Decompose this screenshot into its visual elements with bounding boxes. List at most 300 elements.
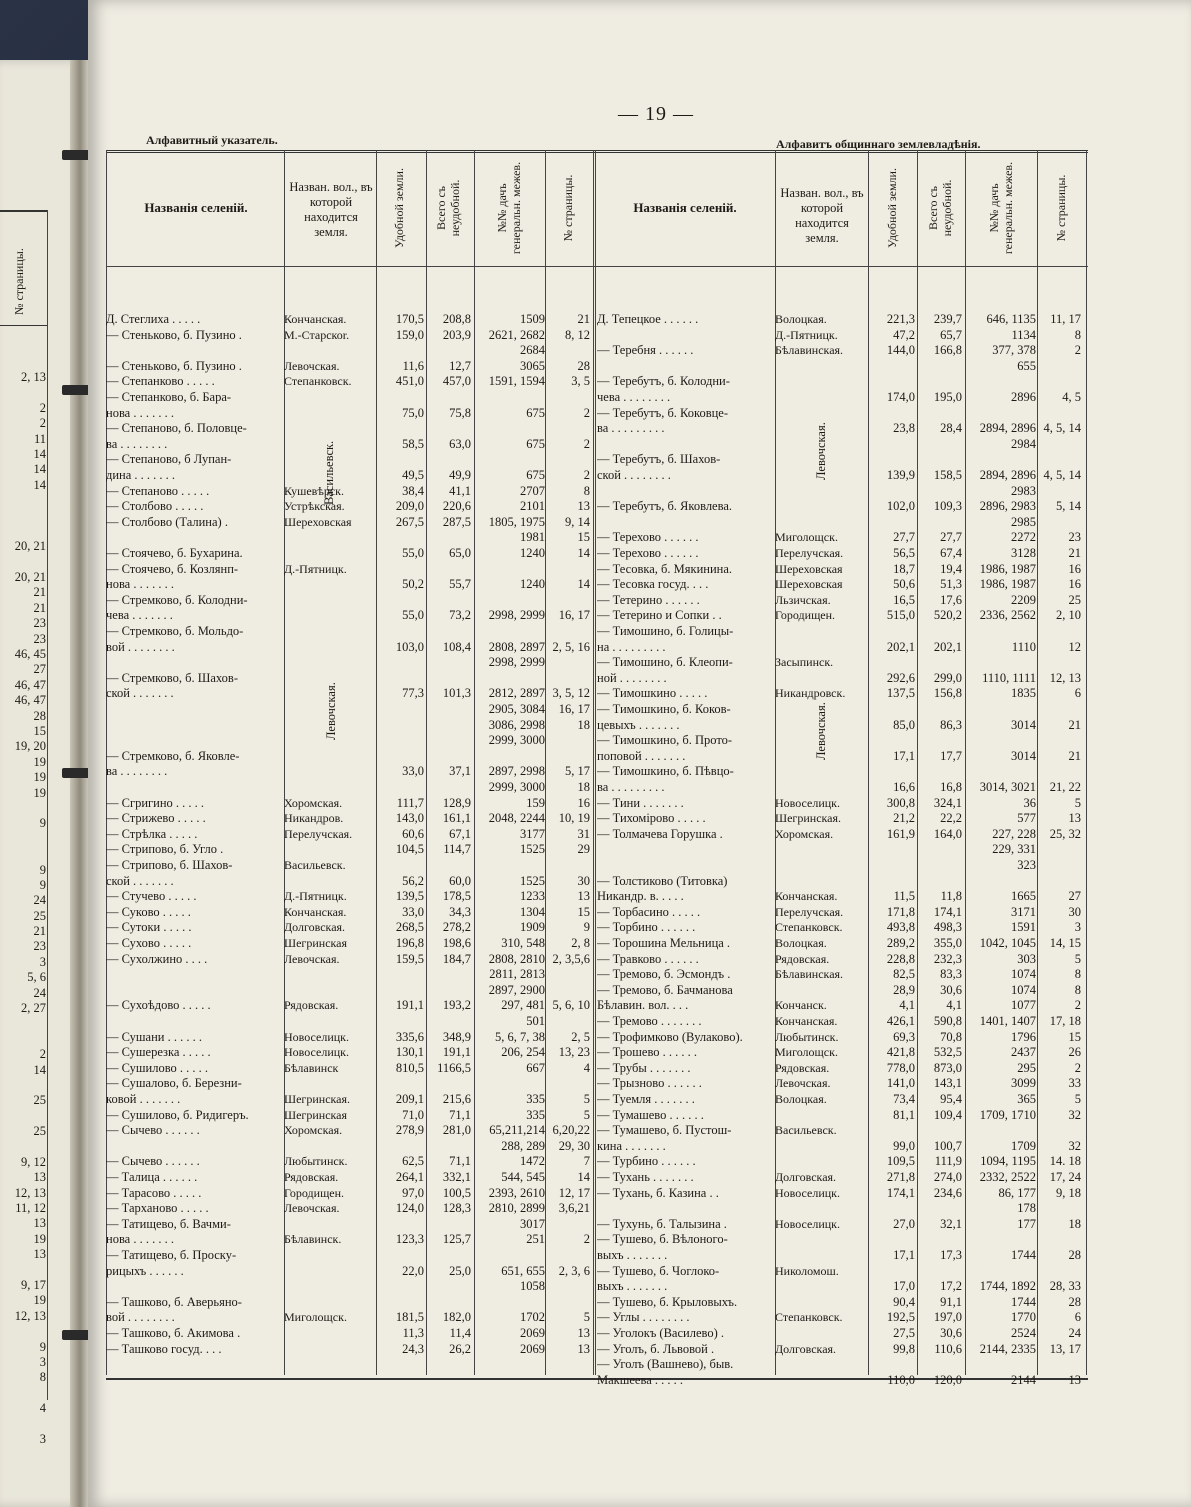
table-cell-name: — Сушилово, б. Ридигеръ. [106, 1108, 249, 1122]
table-cell-useful: 292,6 [886, 671, 915, 685]
table-cell-name: — Уголъ, б. Львовой . [597, 1342, 715, 1356]
table-cell-page: 10, 19 [558, 812, 590, 826]
left-page-number: 11, 12 [15, 1201, 46, 1216]
table-cell-total: 873,0 [933, 1061, 962, 1075]
table-cell-surveys: 2983 [1011, 484, 1036, 498]
table-cell-surveys: 2999, 3000 [488, 734, 545, 748]
table-cell-name: — Тухань . . . . . . . [597, 1171, 694, 1184]
table-cell-useful: 82,5 [893, 968, 915, 982]
table-cell-page: 4, 5 [1062, 391, 1081, 404]
table-cell-total: 114,7 [443, 843, 471, 857]
table-cell-volost: Левочская. [284, 952, 340, 966]
table-cell-name: — Ташково, б. Акимова . [106, 1327, 241, 1340]
table-cell-name: — Трызново . . . . . . [597, 1077, 702, 1091]
table-cell-name: — Торбасино . . . . . [597, 905, 701, 919]
table-cell-name: кина . . . . . . . [597, 1139, 666, 1153]
table-cell-page: 5, 6, 10 [552, 999, 590, 1013]
table-cell-useful: 81,1 [893, 1108, 915, 1122]
table-cell-page: 5 [583, 1108, 590, 1122]
table-cell-surveys: 177 [1017, 1217, 1036, 1231]
left-page-number [0, 555, 46, 570]
table-cell-name: — Столбово . . . . . [106, 500, 204, 514]
table-cell-volost: Новоселицк. [775, 796, 841, 810]
table-cell-volost: Новоселицк. [284, 1046, 350, 1060]
table-cell-surveys: 2894, 2896 [979, 422, 1036, 436]
table-cell-name: — Торошина Мельница . [597, 937, 731, 950]
table-cell-surveys: 3014, 3021 [979, 781, 1036, 794]
table-cell-volost: Бѣлавинск. [284, 1233, 342, 1247]
table-cell-name: нова . . . . . . . [106, 578, 174, 592]
table-cell-name: — Тушево, б. Вѣлоного- [597, 1233, 728, 1247]
table-cell-page: 29, 30 [558, 1139, 590, 1153]
table-cell-useful: 27,5 [893, 1327, 915, 1340]
table-cell-name: — Сутоки . . . . . [106, 921, 192, 935]
table-cell-useful: 33,0 [402, 905, 424, 919]
table-cell-useful: 196,8 [395, 937, 424, 950]
left-page-number: 21 [33, 585, 46, 600]
left-page-number [0, 1386, 46, 1401]
table-cell-total: 16,8 [940, 781, 962, 794]
table-cell-volost: Любытинск. [284, 1155, 348, 1169]
table-cell-page: 18 [1068, 1217, 1081, 1231]
table-cell-name: ской . . . . . . . . [597, 469, 671, 482]
table-cell-surveys: 1094, 1195 [980, 1155, 1036, 1169]
table-cell-name: — Тухунь, б. Талызина . [597, 1217, 727, 1231]
table-cell-total: 32,1 [940, 1217, 962, 1231]
table-cell-volost: Степанковск. [284, 375, 352, 389]
table-cell-page: 8, 12 [565, 328, 590, 342]
table-cell-name: — Тесовка госуд. . . . [597, 578, 709, 592]
table-cell-page: 12, 17 [558, 1186, 590, 1200]
table-cell-total: 71,1 [449, 1108, 471, 1122]
table-cell-volost: Степанковск. [775, 1311, 843, 1325]
table-cell-name: — Ташково госуд. . . . [106, 1342, 222, 1356]
table-cell-name: — Трошево . . . . . . [597, 1046, 698, 1060]
table-cell-name: цевыхъ . . . . . . . [597, 718, 680, 732]
table-cell-page: 28 [1068, 1249, 1081, 1262]
table-cell-volost: Д.-Пятницк. [284, 562, 347, 576]
left-page-number: 5, 6 [27, 970, 46, 985]
table-cell-total: 26,2 [449, 1342, 471, 1356]
left-page-number: 20, 21 [14, 539, 46, 554]
table-cell-page: 16 [577, 796, 590, 810]
table-cell-surveys: 2998, 2999 [488, 656, 545, 670]
table-cell-page: 5 [1074, 952, 1081, 966]
table-cell-name: — Стремково, б. Шахов- [106, 671, 238, 685]
table-cell-name: ва . . . . . . . . [106, 437, 168, 451]
table-cell-useful: 28,9 [893, 983, 915, 997]
table-cell-total: 182,0 [442, 1311, 471, 1325]
table-cell-useful: 810,5 [395, 1061, 424, 1075]
table-cell-surveys: 1744, 1892 [979, 1280, 1036, 1294]
left-page-number [0, 524, 46, 539]
table-cell-volost: Д.-Пятницк. [284, 890, 347, 904]
table-cell-name: чева . . . . . . . . [597, 391, 671, 404]
table-cell-useful: 174,1 [886, 1186, 915, 1200]
table-cell-total: 120,0 [933, 1373, 962, 1387]
table-cell-volost: Левочская. [284, 1202, 340, 1216]
table-cell-total: 215,6 [442, 1093, 471, 1106]
table-cell-volost: Никандровск. [775, 687, 846, 701]
table-cell-surveys: 365 [1017, 1093, 1036, 1106]
table-cell-surveys: 1702 [520, 1311, 545, 1325]
table-cell-page: 8 [1074, 983, 1081, 997]
left-page-number: 13 [33, 1170, 46, 1185]
table-cell-surveys: 2905, 3084 [488, 703, 545, 716]
table-cell-useful: 49,5 [402, 469, 424, 482]
group-label-volost: Левочская. [324, 682, 338, 740]
left-page-number-column [0, 370, 46, 1447]
table-cell-useful: 289,2 [886, 937, 915, 950]
table-cell-name: Д. Тепецкое . . . . . . [597, 313, 699, 326]
table-cell-surveys: 1835 [1011, 687, 1036, 701]
table-cell-page: 5 [583, 1311, 590, 1325]
table-cell-total: 198,6 [442, 937, 471, 950]
table-cell-total: 83,3 [940, 968, 962, 982]
table-cell-surveys: 675 [526, 437, 545, 451]
table-cell-useful: 23,8 [893, 422, 915, 436]
table-cell-volost: Льзичская. [775, 593, 831, 607]
table-cell-name: — Тимошкино, б. Коков- [597, 703, 731, 716]
table-cell-useful: 202,1 [886, 640, 915, 654]
table-cell-name: — Татищево, б. Проску- [106, 1249, 237, 1262]
table-cell-name: ва . . . . . . . . . [597, 781, 665, 794]
table-cell-volost: Хоромская. [775, 827, 834, 841]
table-cell-surveys: 2524 [1011, 1327, 1036, 1340]
table-cell-name: — Степанково . . . . . [106, 375, 215, 389]
table-cell-name: — Стеньково, б. Пузино . [106, 359, 242, 373]
table-cell-name: — Тимошино, б. Клеопи- [597, 656, 733, 670]
table-cell-surveys: 1591, 1594 [488, 375, 545, 389]
table-cell-total: 27,7 [940, 531, 962, 545]
table-cell-name: — Тимошкино, б. Пѣвцо- [597, 765, 734, 779]
table-cell-page: 2 [1074, 344, 1081, 358]
left-page-number: 2, 27 [21, 1001, 46, 1016]
table-cell-useful: 421,8 [886, 1046, 915, 1060]
table-cell-total: 274,0 [933, 1171, 962, 1184]
table-cell-total: 70,8 [940, 1030, 962, 1044]
left-page-number: 19 [33, 1231, 46, 1246]
table-cell-useful: 17,0 [893, 1280, 915, 1294]
table-cell-page: 29 [577, 843, 590, 857]
table-cell-useful: 17,1 [893, 1249, 915, 1262]
table-cell-page: 8 [1074, 328, 1081, 342]
table-cell-surveys: 1805, 1975 [488, 515, 545, 529]
table-cell-useful: 69,3 [893, 1030, 915, 1044]
table-cell-total: 95,4 [940, 1093, 962, 1106]
table-cell-surveys: 36 [1023, 796, 1036, 810]
table-cell-surveys: 2984 [1011, 437, 1036, 451]
column-header-surveys: №№ дачъ генеральн. межев. [987, 161, 1015, 255]
table-cell-useful: 47,2 [893, 328, 915, 342]
table-cell-page: 15 [577, 531, 590, 545]
table-cell-useful: 110,0 [887, 1373, 915, 1387]
table-cell-page: 4, 5, 14 [1043, 469, 1081, 482]
table-cell-surveys: 2684 [520, 344, 545, 358]
table-cell-name: — Степаново, б Лупан- [106, 453, 232, 467]
table-cell-volost: Шереховская [775, 562, 843, 576]
table-cell-page: 14. 18 [1049, 1155, 1081, 1169]
left-page-number [0, 1016, 46, 1031]
table-cell-volost: Городищен. [284, 1186, 345, 1200]
left-page-number: 13 [33, 1216, 46, 1231]
table-cell-volost: Кончанская. [284, 313, 347, 326]
table-cell-name: — Тини . . . . . . . [597, 796, 684, 810]
left-page-number: 2 [39, 416, 46, 431]
table-cell-useful: 159,0 [395, 328, 424, 342]
table-cell-surveys: 229, 331 [992, 843, 1036, 857]
column-header-useful: Удобной земли. [885, 168, 899, 248]
table-cell-surveys: 3086, 2998 [488, 718, 545, 732]
table-cell-surveys: 1401, 1407 [979, 1015, 1036, 1028]
left-page-number: 13 [33, 1247, 46, 1262]
table-cell-surveys: 1525 [520, 843, 545, 857]
table-cell-volost: Миголощск. [775, 1046, 838, 1060]
table-cell-page: 31 [577, 827, 590, 841]
table-cell-total: 30,6 [940, 1327, 962, 1340]
table-cell-volost: Миголощск. [284, 1311, 347, 1325]
table-cell-surveys: 1110 [1011, 640, 1036, 654]
table-cell-surveys: 310, 548 [501, 937, 545, 950]
group-label-volost: Васильевск. [322, 440, 336, 505]
left-page-number: 2, 13 [21, 370, 46, 384]
table-header-rule [106, 266, 1088, 267]
table-cell-total: 100,7 [933, 1139, 962, 1153]
table-cell-surveys: 577 [1017, 812, 1036, 826]
table-cell-page: 3,6,21 [558, 1202, 590, 1216]
page-number: — 19 — [618, 103, 694, 125]
table-cell-surveys: 2144 [1011, 1373, 1036, 1387]
table-cell-surveys: 1058 [520, 1280, 545, 1294]
column-header-page: № страницы. [561, 174, 575, 242]
table-cell-page: 15 [1068, 1030, 1081, 1044]
table-cell-page: 8 [583, 484, 590, 498]
table-cell-name: — Толмачева Горушка . [597, 827, 723, 841]
table-cell-page: 17, 18 [1049, 1015, 1081, 1028]
table-cell-total: 111,9 [934, 1155, 962, 1169]
table-cell-surveys: 335 [526, 1093, 545, 1106]
table-cell-page: 14 [577, 1171, 590, 1184]
table-cell-page: 2 [583, 406, 590, 420]
table-cell-useful: 181,5 [395, 1311, 424, 1325]
table-cell-useful: 22,0 [402, 1264, 424, 1278]
table-cell-surveys: 2812, 2897 [488, 687, 545, 701]
table-cell-useful: 77,3 [402, 687, 424, 701]
table-cell-volost: Степанковск. [775, 921, 843, 935]
table-cell-useful: 109,5 [886, 1155, 915, 1169]
table-cell-surveys: 2272 [1011, 531, 1036, 545]
left-page-number: 23 [33, 631, 46, 646]
table-cell-page: 3, 5, 12 [552, 687, 590, 701]
table-cell-total: 51,3 [940, 578, 962, 592]
column-header-surveys: №№ дачъ генеральн. межев. [495, 161, 523, 255]
table-cell-surveys: 2808, 2810 [488, 952, 545, 966]
table-cell-total: 143,1 [933, 1077, 962, 1091]
table-cell-name: поповой . . . . . . . [597, 749, 686, 763]
table-cell-total: 128,9 [442, 796, 471, 810]
left-page-number: 19 [33, 785, 46, 800]
table-cell-name: — Травково . . . . . . [597, 952, 699, 966]
table-cell-page: 26 [1068, 1046, 1081, 1060]
table-cell-name: — Ташково, б. Аверьяно- [106, 1295, 242, 1309]
table-cell-surveys: 3065 [520, 359, 545, 373]
table-cell-surveys: 2144, 2335 [979, 1342, 1036, 1356]
table-rule [1086, 150, 1087, 1375]
left-page-number: 25 [33, 1093, 46, 1108]
table-cell-name: — Сычево . . . . . . [106, 1124, 200, 1138]
table-cell-total: 101,3 [442, 687, 471, 701]
left-page-number: 12, 13 [14, 1185, 46, 1200]
table-cell-page: 21, 22 [1049, 781, 1081, 794]
left-page-number: 25 [33, 908, 46, 923]
table-cell-useful: 55,0 [402, 547, 424, 560]
table-cell-total: 4,1 [946, 999, 962, 1013]
table-cell-name: — Тумашево . . . . . . [597, 1108, 704, 1122]
table-cell-useful: 159,5 [395, 952, 424, 966]
table-cell-total: 195,0 [933, 391, 962, 404]
table-cell-name: ской . . . . . . . [106, 874, 174, 888]
table-cell-useful: 493,8 [886, 921, 915, 935]
table-cell-volost: Левочская. [775, 1077, 831, 1091]
table-cell-total: 220,6 [442, 500, 471, 514]
table-cell-useful: 11,5 [893, 890, 915, 904]
table-cell-page: 13, 23 [558, 1046, 590, 1060]
table-cell-total: 202,1 [933, 640, 962, 654]
table-cell-page: 18 [577, 781, 590, 794]
table-cell-total: 67,4 [940, 547, 962, 560]
left-page-number: 19 [33, 1293, 46, 1308]
table-cell-surveys: 2101 [520, 500, 545, 514]
left-page-number [0, 385, 46, 400]
table-cell-surveys: 2209 [1011, 593, 1036, 607]
table-cell-surveys: 1796 [1011, 1030, 1036, 1044]
table-cell-surveys: 3014 [1011, 749, 1036, 763]
table-cell-total: 281,0 [442, 1124, 471, 1138]
table-cell-volost: Кончанская. [284, 905, 347, 919]
table-cell-total: 17,6 [940, 593, 962, 607]
table-cell-name: Никандр. в. . . . . [597, 890, 684, 904]
table-cell-volost: Никандров. [284, 812, 344, 826]
column-header-total: Всего съ неудобной. [434, 179, 462, 237]
table-cell-total: 109,4 [933, 1108, 962, 1122]
table-cell-page: 13 [577, 890, 590, 904]
table-cell-total: 125,7 [442, 1233, 471, 1247]
left-page-number: 24 [33, 893, 46, 908]
table-cell-name: — Стучево . . . . . [106, 890, 197, 904]
column-header-name: Названія селеній. [144, 200, 248, 215]
table-cell-surveys: 2808, 2897 [488, 640, 545, 654]
table-cell-name: — Трофимково (Вулаково). [597, 1030, 743, 1044]
table-cell-total: 109,3 [933, 500, 962, 514]
table-cell-useful: 778,0 [886, 1061, 915, 1075]
table-cell-surveys: 2894, 2896 [979, 469, 1036, 482]
table-cell-useful: 103,0 [395, 640, 424, 654]
table-cell-page: 16, 17 [558, 609, 590, 623]
table-cell-volost: Любытинск. [775, 1030, 839, 1044]
table-cell-useful: 139,5 [395, 890, 424, 904]
table-cell-name: дина . . . . . . . [106, 469, 176, 482]
left-page-number: 21 [33, 600, 46, 615]
table-cell-page: 23 [1068, 531, 1081, 545]
table-cell-name: — Тремово, б. Эсмондъ . [597, 968, 731, 982]
table-cell-total: 498,3 [933, 921, 962, 935]
table-cell-total: 158,5 [933, 469, 962, 482]
table-cell-page: 5 [1074, 1093, 1081, 1106]
table-cell-page: 16, 17 [558, 703, 590, 716]
table-cell-page: 32 [1068, 1139, 1081, 1153]
table-cell-page: 2 [1074, 1061, 1081, 1075]
table-cell-useful: 99,0 [893, 1139, 915, 1153]
table-cell-total: 278,2 [442, 921, 471, 935]
table-cell-surveys: 1709 [1011, 1139, 1036, 1153]
left-page-number: 20, 21 [14, 570, 46, 585]
table-cell-surveys: 501 [526, 1015, 545, 1028]
table-cell-surveys: 2069 [520, 1342, 545, 1356]
table-cell-surveys: 667 [526, 1061, 545, 1075]
table-cell-name: — Тетерино и Сопки . . [597, 609, 722, 623]
table-cell-volost: Волоцкая. [775, 313, 827, 326]
table-cell-total: 178,5 [442, 890, 471, 904]
table-cell-useful: 111,7 [396, 796, 424, 810]
table-cell-surveys: 655 [1017, 359, 1036, 373]
table-cell-useful: 143,0 [395, 812, 424, 826]
table-cell-useful: 268,5 [395, 921, 424, 935]
table-cell-page: 28, 33 [1049, 1280, 1081, 1294]
table-cell-surveys: 1077 [1011, 999, 1036, 1013]
table-cell-page: 5, 17 [565, 765, 590, 779]
table-cell-useful: 55,0 [402, 609, 424, 623]
table-cell-name: — Углы . . . . . . . . [597, 1311, 690, 1325]
table-cell-total: 34,3 [449, 905, 471, 919]
table-cell-surveys: 1744 [1011, 1249, 1036, 1262]
table-cell-useful: 144,0 [886, 344, 915, 358]
left-table-head-rule [0, 325, 48, 326]
left-page-number: 14 [33, 1062, 46, 1077]
table-cell-surveys: 3017 [520, 1217, 545, 1231]
table-cell-name: — Стремково, б. Колодни- [106, 593, 248, 607]
table-cell-volost: Долговская. [284, 921, 346, 935]
table-cell-useful: 18,7 [893, 562, 915, 576]
table-cell-volost: Кончанская. [775, 890, 838, 904]
table-cell-total: 37,1 [449, 765, 471, 779]
table-cell-volost: Городищен. [775, 609, 836, 623]
table-cell-surveys: 1909 [520, 921, 545, 935]
table-cell-volost: Волоцкая. [775, 937, 827, 950]
table-cell-surveys: 295 [1017, 1061, 1036, 1075]
table-cell-surveys: 251 [526, 1233, 545, 1247]
table-cell-page: 13 [577, 1342, 590, 1356]
table-cell-useful: 21,2 [893, 812, 915, 826]
table-cell-page: 30 [577, 874, 590, 888]
table-cell-name: — Степаново . . . . . [106, 484, 210, 498]
table-cell-useful: 209,0 [395, 500, 424, 514]
table-cell-surveys: 3128 [1011, 547, 1036, 560]
table-cell-useful: 27,7 [893, 531, 915, 545]
table-cell-surveys: 2707 [520, 484, 545, 498]
table-cell-volost: Рядовская. [284, 1171, 339, 1184]
table-cell-useful: 58,5 [402, 437, 424, 451]
table-cell-name: чева . . . . . . . [106, 609, 173, 623]
table-cell-name: выхъ . . . . . . . [597, 1249, 668, 1262]
table-cell-surveys: 2048, 2244 [488, 812, 545, 826]
table-cell-total: 166,8 [933, 344, 962, 358]
table-cell-surveys: 2393, 2610 [488, 1186, 545, 1200]
table-cell-surveys: 2621, 2682 [488, 328, 545, 342]
table-cell-surveys: 297, 481 [501, 999, 545, 1013]
left-page-number: 2 [39, 400, 46, 415]
table-cell-page: 5 [1074, 796, 1081, 810]
table-cell-volost: Кушевѣрск. [284, 484, 345, 498]
